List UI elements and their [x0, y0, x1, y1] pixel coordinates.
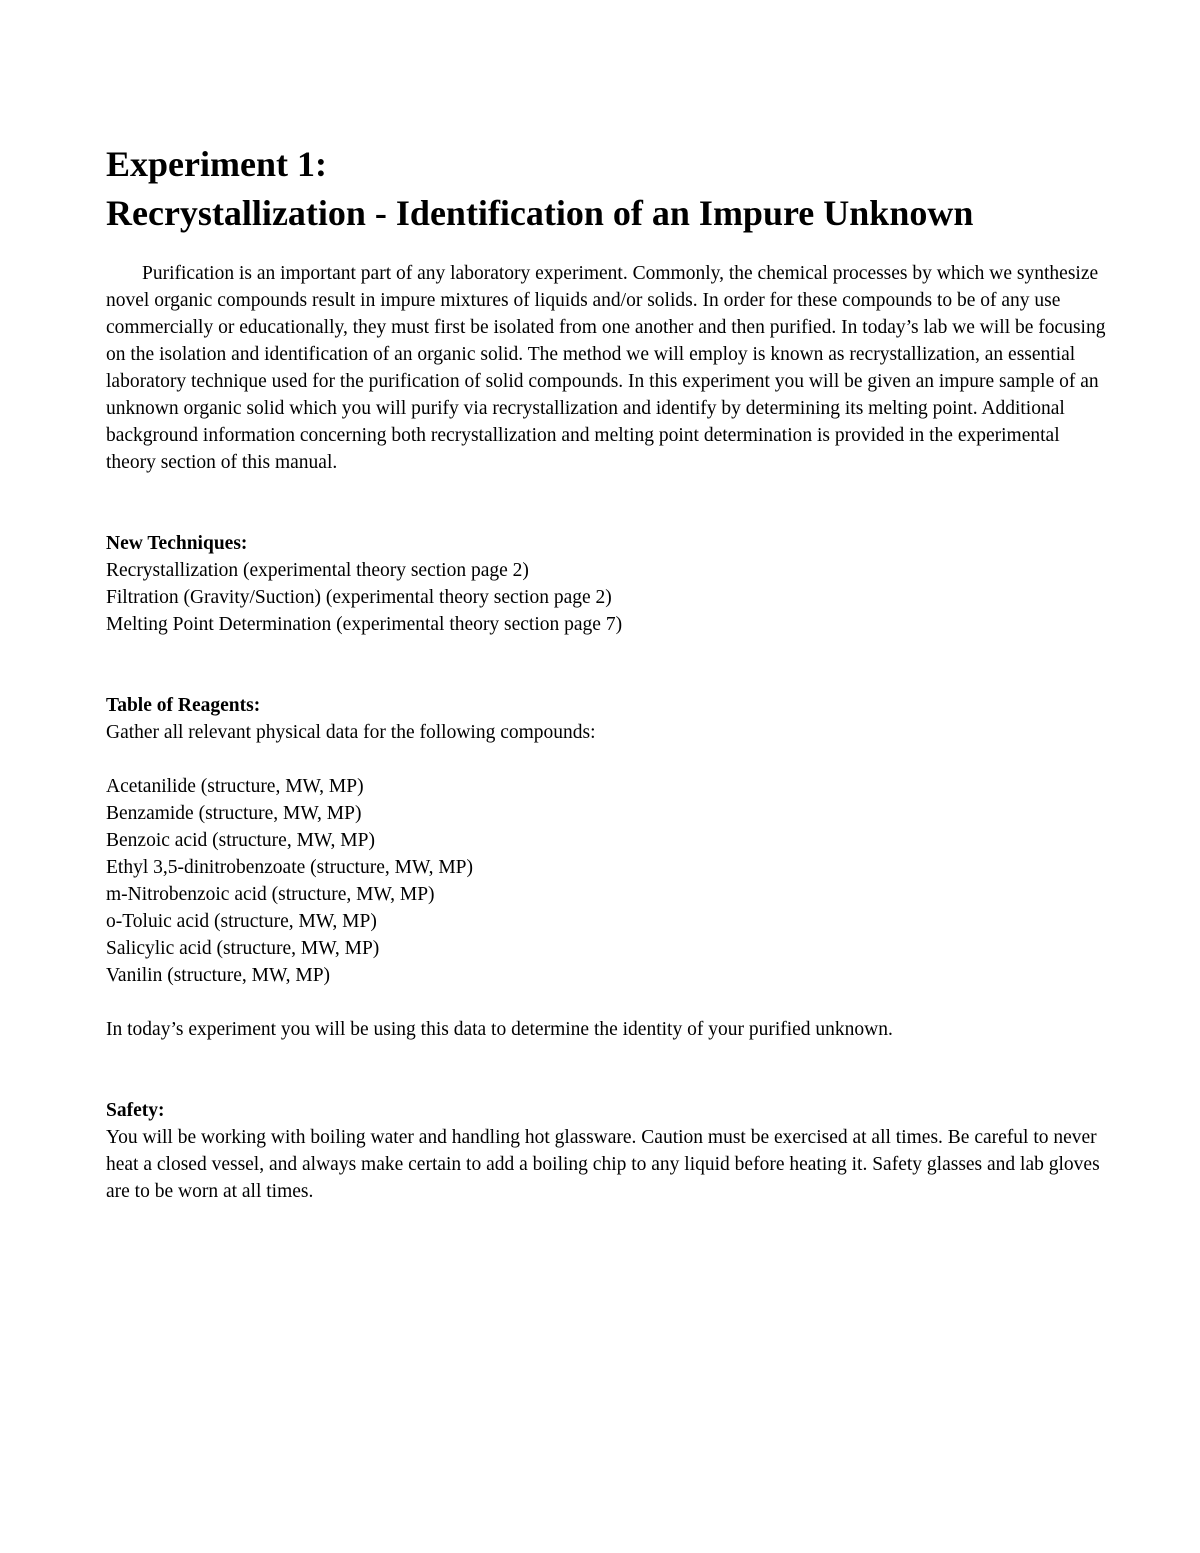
reagent-item: Vanilin (structure, MW, MP) [106, 965, 331, 986]
reagents-note: In today’s experiment you will be using this data to determine the identity of your purified unknown. [106, 1019, 893, 1040]
new-techniques-heading: New Techniques: [106, 533, 248, 554]
safety-section [106, 1097, 1106, 1205]
reagent-item: Ethyl 3,5-dinitrobenzoate (structure, MW, MP) [106, 857, 473, 878]
reagent-item: Benzoic acid (structure, MW, MP) [106, 830, 375, 851]
title-line-1: Experiment 1: [106, 144, 327, 184]
document-page [106, 140, 1106, 1205]
safety-heading: Safety: [106, 1100, 165, 1121]
reagent-item: Benzamide (structure, MW, MP) [106, 803, 362, 824]
spacer [106, 746, 1106, 773]
new-techniques-section [106, 530, 1106, 638]
reagents-section [106, 692, 1106, 1043]
page-title [106, 140, 1106, 238]
reagents-instruction: Gather all relevant physical data for the following compounds: [106, 722, 596, 743]
technique-item: Recrystallization (experimental theory section page 2) [106, 560, 529, 581]
safety-text: You will be working with boiling water and handling hot glassware. Caution must be exercised at all times. Be careful to never heat a closed vessel, and always make certain to add a boiling chip to any liquid before heating it. Safety glasses and lab gloves are to be worn at all times. [106, 1127, 1100, 1202]
title-line-2: Recrystallization - Identification of an Impure Unknown [106, 193, 974, 233]
reagent-item: o-Toluic acid (structure, MW, MP) [106, 911, 377, 932]
reagent-item: Acetanilide (structure, MW, MP) [106, 776, 364, 797]
technique-item: Melting Point Determination (experimental theory section page 7) [106, 614, 623, 635]
reagents-heading: Table of Reagents: [106, 695, 261, 716]
reagent-item: m-Nitrobenzoic acid (structure, MW, MP) [106, 884, 435, 905]
technique-item: Filtration (Gravity/Suction) (experimental theory section page 2) [106, 587, 612, 608]
reagent-item: Salicylic acid (structure, MW, MP) [106, 938, 380, 959]
intro-paragraph: Purification is an important part of any laboratory experiment. Commonly, the chemical processes by which we synthesize novel organic compounds result in impure mixtures of liquids and/or solids. In order for these compounds to be of any use commercially or educationally, they must first be isolated from one another and then purified. In today’s lab we will be focusing on the isolation and identification of an organic solid. The method we will employ is known as recrystallization, an essential laboratory technique used for the purification of solid compounds. In this experiment you will be given an impure sample of an unknown organic solid which you will purify via recrystallization and identify by determining its melting point. Additional background information concerning both recrystallization and melting point determination is provided in the experimental theory section of this manual. [106, 263, 1106, 473]
reagent-list [106, 773, 1106, 989]
